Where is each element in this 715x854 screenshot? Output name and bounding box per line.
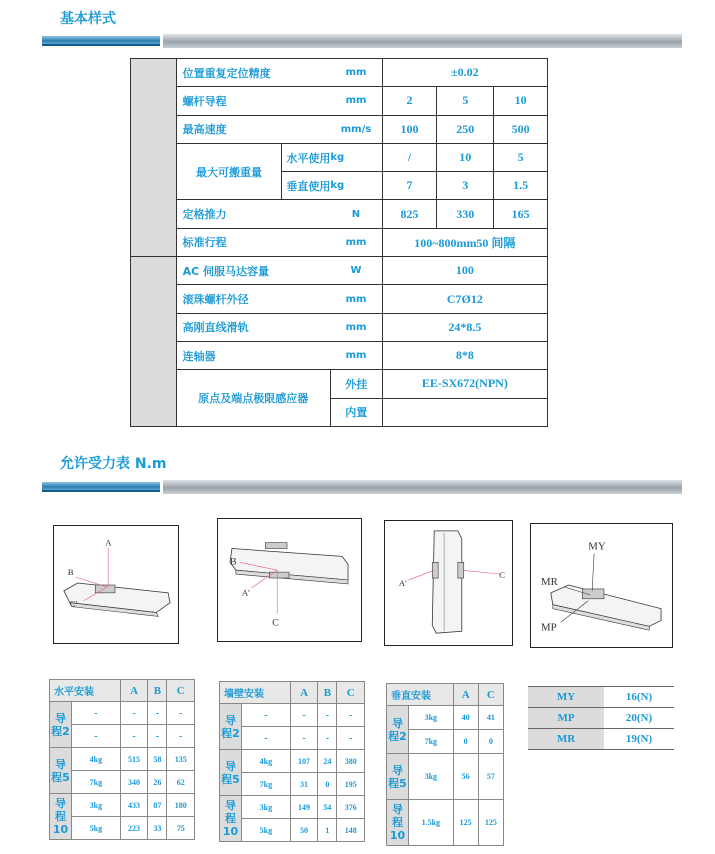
table-cell: - — [72, 725, 121, 748]
table-cell: 4kg — [72, 748, 121, 771]
spec-value: 8*8 — [382, 341, 547, 369]
column-header: C — [478, 684, 503, 706]
spec-row-load-horizontal — [131, 143, 548, 171]
spec-value: 100 — [382, 115, 437, 143]
load-table-vertical — [386, 683, 504, 846]
spec-unit: kg — [330, 172, 382, 200]
table-cell: 433 — [120, 794, 148, 817]
table-cell: 135 — [167, 748, 195, 771]
table-cell: - — [120, 725, 148, 748]
spec-sublabel: 垂直使用 — [282, 172, 331, 200]
spec-row-coupling — [131, 341, 548, 369]
spec-group-cell — [131, 59, 177, 257]
table-cell: - — [318, 727, 337, 750]
spec-table — [130, 58, 548, 427]
table-cell: 54 — [318, 796, 337, 819]
column-header: C — [167, 680, 195, 702]
diagram-horizontal-mount — [53, 525, 179, 644]
spec-row-screw — [131, 285, 548, 313]
axis-label-b: B — [67, 567, 74, 578]
spec-value: 24*8.5 — [382, 313, 547, 341]
spec-label: 定格推力 — [176, 200, 330, 228]
spec-sublabel: 内置 — [330, 398, 382, 426]
spec-label: AC 伺服马达容量 — [176, 257, 330, 285]
moment-name: MP — [528, 708, 604, 729]
spec-value: 100 — [382, 257, 547, 285]
table-cell: - — [72, 702, 121, 725]
axis-label-c: C — [272, 617, 279, 629]
spec-label: 位置重复定位精度 — [176, 59, 330, 87]
table-cell: 340 — [120, 771, 148, 794]
spec-row-accuracy — [131, 59, 548, 87]
table-cell: 62 — [167, 771, 195, 794]
table-cell: 125 — [453, 800, 478, 846]
table-cell: 1.5kg — [409, 800, 454, 846]
spec-unit: mm — [330, 87, 382, 115]
table-cell: 3kg — [72, 794, 121, 817]
moment-label-my: MY — [588, 540, 606, 553]
table-cell: 3kg — [242, 796, 291, 819]
moment-value: 16(N) — [604, 687, 674, 708]
table-cell: - — [290, 727, 318, 750]
table-row — [528, 729, 674, 750]
spec-row-sensor-external — [131, 370, 548, 398]
column-header: A — [453, 684, 478, 706]
moment-name: MR — [528, 729, 604, 750]
table-cell: - — [242, 704, 291, 727]
actuator-illustration — [218, 519, 361, 641]
table-cell: 7kg — [242, 773, 291, 796]
column-header: C — [337, 682, 365, 704]
table-row — [220, 727, 365, 750]
spec-value: 330 — [437, 200, 494, 228]
spec-value: / — [382, 143, 437, 171]
spec-value: ±0.02 — [382, 59, 547, 87]
table-cell: - — [318, 704, 337, 727]
table-row — [528, 708, 674, 729]
table-cell: - — [290, 704, 318, 727]
spec-unit: mm — [330, 285, 382, 313]
table-cell: 3kg — [409, 754, 454, 800]
table-cell: 148 — [337, 819, 365, 842]
lead-cell: 导程2 — [50, 702, 72, 748]
table-cell: 33 — [148, 817, 167, 840]
table-row — [220, 819, 365, 842]
spec-row-rail — [131, 313, 548, 341]
table-header — [387, 684, 504, 706]
table-cell: - — [167, 702, 195, 725]
spec-unit: kg — [330, 143, 382, 171]
table-cell: 58 — [148, 748, 167, 771]
spec-value: 500 — [494, 115, 548, 143]
table-row — [50, 771, 195, 794]
moment-value: 19(N) — [604, 729, 674, 750]
axis-label-c: C — [499, 570, 506, 581]
table-row — [50, 748, 195, 771]
axis-label-c: C' — [69, 598, 78, 609]
moment-table — [528, 686, 674, 750]
table-header — [220, 682, 365, 704]
section-title-basic: 基本样式 — [60, 11, 116, 27]
table-cell: 24 — [318, 750, 337, 773]
column-header: B — [318, 682, 337, 704]
table-cell: 223 — [120, 817, 148, 840]
table-cell: 5kg — [72, 817, 121, 840]
spec-group-cell — [131, 257, 177, 427]
table-cell: 57 — [478, 754, 503, 800]
load-table-wall — [219, 681, 365, 842]
spec-row-speed — [131, 115, 548, 143]
table-cell: 1 — [318, 819, 337, 842]
moment-label-mp: MP — [540, 621, 557, 634]
table-cell: 107 — [290, 750, 318, 773]
moment-label-mr: MR — [540, 576, 558, 589]
lead-cell: 导程10 — [220, 796, 242, 842]
moment-value: 20(N) — [604, 708, 674, 729]
table-header — [50, 680, 195, 702]
spec-value: 250 — [437, 115, 494, 143]
spec-unit: mm — [330, 59, 382, 87]
spec-value: C7Ø12 — [382, 285, 547, 313]
spec-value: 10 — [494, 87, 548, 115]
spec-unit: mm — [330, 313, 382, 341]
table-row — [220, 750, 365, 773]
table-cell: 0 — [318, 773, 337, 796]
diagram-vertical-mount — [384, 520, 513, 646]
spec-value: 10 — [437, 143, 494, 171]
table-cell: - — [148, 725, 167, 748]
table-row — [220, 704, 365, 727]
spec-label: 标准行程 — [176, 228, 330, 256]
spec-label: 螺杆导程 — [176, 87, 330, 115]
lead-cell: 导程10 — [387, 800, 409, 846]
spec-value: 7 — [382, 172, 437, 200]
spec-value: 2 — [382, 87, 437, 115]
lead-cell: 导程2 — [387, 706, 409, 754]
actuator-illustration — [54, 526, 178, 643]
lead-cell: 导程2 — [220, 704, 242, 750]
table-row — [220, 796, 365, 819]
lead-cell: 导程5 — [50, 748, 72, 794]
table-cell: - — [242, 727, 291, 750]
spec-value — [382, 398, 547, 426]
table-row — [387, 706, 504, 730]
column-header: 墙壁安装 — [220, 682, 291, 704]
table-cell: 7kg — [409, 730, 454, 754]
load-table-horizontal — [49, 679, 195, 840]
column-header: B — [148, 680, 167, 702]
spec-unit: W — [330, 257, 382, 285]
table-cell: 7kg — [72, 771, 121, 794]
table-row — [50, 817, 195, 840]
spec-value: 100~800mm50 间隔 — [382, 228, 547, 256]
spec-row-lead — [131, 87, 548, 115]
spec-label: 原点及端点极限感应器 — [176, 370, 330, 427]
table-cell: 40 — [453, 706, 478, 730]
table-cell: 0 — [478, 730, 503, 754]
table-cell: 149 — [290, 796, 318, 819]
spec-row-thrust — [131, 200, 548, 228]
table-cell: 125 — [478, 800, 503, 846]
spec-unit: mm — [330, 341, 382, 369]
diagram-moments — [530, 523, 673, 648]
table-cell: 195 — [337, 773, 365, 796]
actuator-illustration — [531, 524, 672, 647]
lead-cell: 导程5 — [387, 754, 409, 800]
axis-label-b: B — [229, 556, 237, 568]
section-divider — [42, 480, 682, 494]
diagram-wall-mount — [217, 518, 362, 642]
axis-label-a: A — [105, 537, 112, 548]
spec-unit: N — [330, 200, 382, 228]
table-cell: 515 — [120, 748, 148, 771]
spec-value: 165 — [494, 200, 548, 228]
spec-label: 最大可搬重量 — [176, 143, 282, 200]
spec-label: 滚珠螺杆外径 — [176, 285, 330, 313]
moment-name: MY — [528, 687, 604, 708]
table-cell: 56 — [453, 754, 478, 800]
spec-value: EE-SX672(NPN) — [382, 370, 547, 398]
table-cell: 26 — [148, 771, 167, 794]
column-header: A — [120, 680, 148, 702]
spec-sublabel: 水平使用 — [282, 143, 331, 171]
spec-unit: mm/s — [330, 115, 382, 143]
table-cell: 380 — [337, 750, 365, 773]
spec-unit: mm — [330, 228, 382, 256]
spec-row-stroke — [131, 228, 548, 256]
axis-label-a: A' — [241, 587, 250, 598]
table-cell: - — [148, 702, 167, 725]
table-row — [50, 794, 195, 817]
spec-row-motor — [131, 257, 548, 285]
spec-value: 5 — [437, 87, 494, 115]
table-cell: 87 — [148, 794, 167, 817]
table-row — [528, 687, 674, 708]
column-header: 垂直安装 — [387, 684, 454, 706]
spec-value: 1.5 — [494, 172, 548, 200]
actuator-illustration — [385, 521, 512, 645]
table-cell: 376 — [337, 796, 365, 819]
column-header: A — [290, 682, 318, 704]
table-cell: 41 — [478, 706, 503, 730]
table-cell: 0 — [453, 730, 478, 754]
spec-value: 825 — [382, 200, 437, 228]
table-row — [387, 754, 504, 800]
table-row — [50, 702, 195, 725]
table-cell: 180 — [167, 794, 195, 817]
lead-cell: 导程5 — [220, 750, 242, 796]
column-header: 水平安装 — [50, 680, 121, 702]
table-row — [50, 725, 195, 748]
table-cell: 3kg — [409, 706, 454, 730]
section-divider — [42, 34, 682, 48]
spec-sublabel: 外挂 — [330, 370, 382, 398]
table-cell: 5kg — [242, 819, 291, 842]
spec-label: 最高速度 — [176, 115, 330, 143]
table-cell: 75 — [167, 817, 195, 840]
table-cell: - — [120, 702, 148, 725]
spec-value: 5 — [494, 143, 548, 171]
table-cell: 31 — [290, 773, 318, 796]
section-title-load: 允许受力表 N.m — [60, 456, 167, 472]
table-row — [220, 773, 365, 796]
spec-value: 3 — [437, 172, 494, 200]
table-cell: 50 — [290, 819, 318, 842]
table-cell: - — [167, 725, 195, 748]
table-row — [387, 800, 504, 846]
lead-cell: 导程10 — [50, 794, 72, 840]
spec-label: 高刚直线滑轨 — [176, 313, 330, 341]
table-cell: 4kg — [242, 750, 291, 773]
axis-label-a: A' — [398, 577, 407, 588]
table-cell: - — [337, 727, 365, 750]
table-cell: - — [337, 704, 365, 727]
spec-label: 连轴器 — [176, 341, 330, 369]
